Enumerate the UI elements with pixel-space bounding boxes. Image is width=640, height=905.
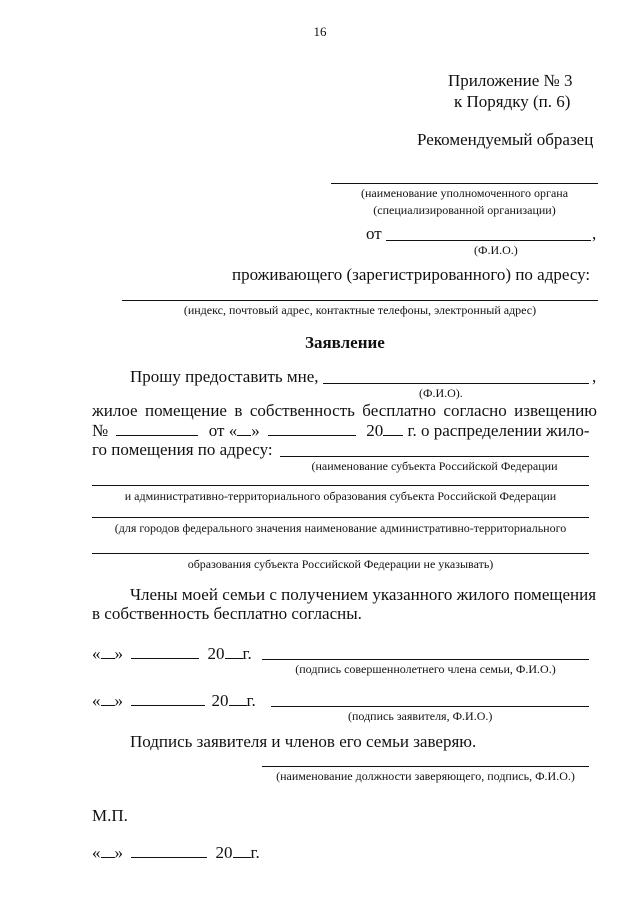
applicant-year-prefix: 20 [211, 691, 229, 710]
address-line-2 [92, 485, 589, 486]
residence-address-line [122, 300, 598, 301]
notice-number-blank [116, 422, 198, 436]
applicant-signature-line [271, 706, 589, 707]
family-month-blank [131, 645, 199, 659]
notice-date-close: » [251, 421, 260, 440]
certification-text: Подпись заявителя и членов его семьи заверяю. [130, 732, 477, 751]
applicant-fio-caption: (Ф.И.О.) [474, 243, 518, 257]
authority-name-line [331, 183, 598, 184]
family-signature-caption: (подпись совершеннолетнего члена семьи, Ф.И.О.) [295, 662, 556, 676]
family-date-open: « [92, 644, 101, 663]
applicant-date-close: » [114, 691, 123, 710]
authority-caption-2: (специализированной организации) [373, 203, 556, 217]
request-line-3 [92, 421, 590, 441]
family-date-close: » [114, 644, 123, 663]
notice-year-rest: г. о распределении жило- [407, 421, 590, 440]
address-line-1 [280, 456, 589, 457]
seal-year-blank [233, 844, 251, 858]
admin-unit-caption: и административно-территориального образования субъекта Российской Федерации [124, 489, 557, 503]
address-line-4 [92, 553, 589, 554]
sample-label: Рекомендуемый образец [417, 130, 594, 149]
notice-number-label: № [92, 421, 109, 440]
residence-address-caption: (индекс, почтовый адрес, контактные телефоны, электронный адрес) [183, 303, 537, 317]
family-day-blank [101, 645, 115, 659]
family-consent-line-1: Члены моей семьи с получением указанного жилого помещения [130, 585, 597, 604]
family-year-blank [225, 645, 243, 659]
address-line-3 [92, 517, 589, 518]
applicant-day-blank [101, 692, 115, 706]
seal-date-close: » [114, 843, 123, 862]
seal-date [92, 843, 260, 863]
residing-label: проживающего (зарегистрированного) по адресу: [232, 265, 591, 284]
notice-year-blank [383, 422, 403, 436]
applicant-date-open: « [92, 691, 101, 710]
federal-city-caption-2: образования субъекта Российской Федерации не указывать) [187, 557, 494, 571]
page-number: 16 [313, 24, 327, 39]
from-label: от [366, 224, 382, 243]
applicant-sign-date [92, 691, 256, 711]
seal-year-prefix: 20 [215, 843, 233, 862]
family-year-suffix: г. [242, 644, 252, 663]
from-comma: , [592, 224, 597, 243]
applicant-year-blank [229, 692, 247, 706]
seal-day-blank [101, 844, 115, 858]
notice-month-blank [268, 422, 356, 436]
certifier-line [262, 766, 589, 767]
appendix-number: Приложение № 3 [448, 71, 573, 90]
applicant-year-suffix: г. [246, 691, 256, 710]
request-fio-line [323, 383, 589, 384]
request-line-2: жилое помещение в собственность бесплатно согласно извещению [92, 401, 597, 420]
authority-caption-1: (наименование уполномоченного органа [360, 186, 569, 200]
notice-year-prefix: 20 [366, 421, 384, 440]
notice-date-from: от « [208, 421, 238, 440]
applicant-month-blank [131, 692, 205, 706]
notice-day-blank [237, 422, 251, 436]
certifier-caption: (наименование должности заверяющего, подпись, Ф.И.О.) [276, 769, 575, 783]
request-start: Прошу предоставить мне, [130, 367, 319, 386]
request-comma: , [592, 367, 597, 386]
family-sign-date [92, 644, 252, 664]
request-line-4: го помещения по адресу: [92, 440, 273, 459]
seal-month-blank [131, 844, 207, 858]
family-signature-line [262, 659, 589, 660]
document-title: Заявление [305, 333, 385, 352]
seal-year-suffix: г. [250, 843, 260, 862]
appendix-reference: к Порядку (п. 6) [454, 92, 571, 111]
seal-date-open: « [92, 843, 101, 862]
family-year-prefix: 20 [207, 644, 225, 663]
seal-label: М.П. [92, 806, 128, 825]
family-consent-line-2: в собственность бесплатно согласны. [92, 604, 362, 623]
applicant-signature-caption: (подпись заявителя, Ф.И.О.) [348, 709, 493, 723]
federal-city-caption-1: (для городов федерального значения наименование административно-территориального [114, 521, 567, 535]
request-fio-caption: (Ф.И.О). [419, 386, 463, 400]
subject-caption: (наименование субъекта Российской Федерации [311, 459, 558, 473]
applicant-name-line [386, 240, 591, 241]
